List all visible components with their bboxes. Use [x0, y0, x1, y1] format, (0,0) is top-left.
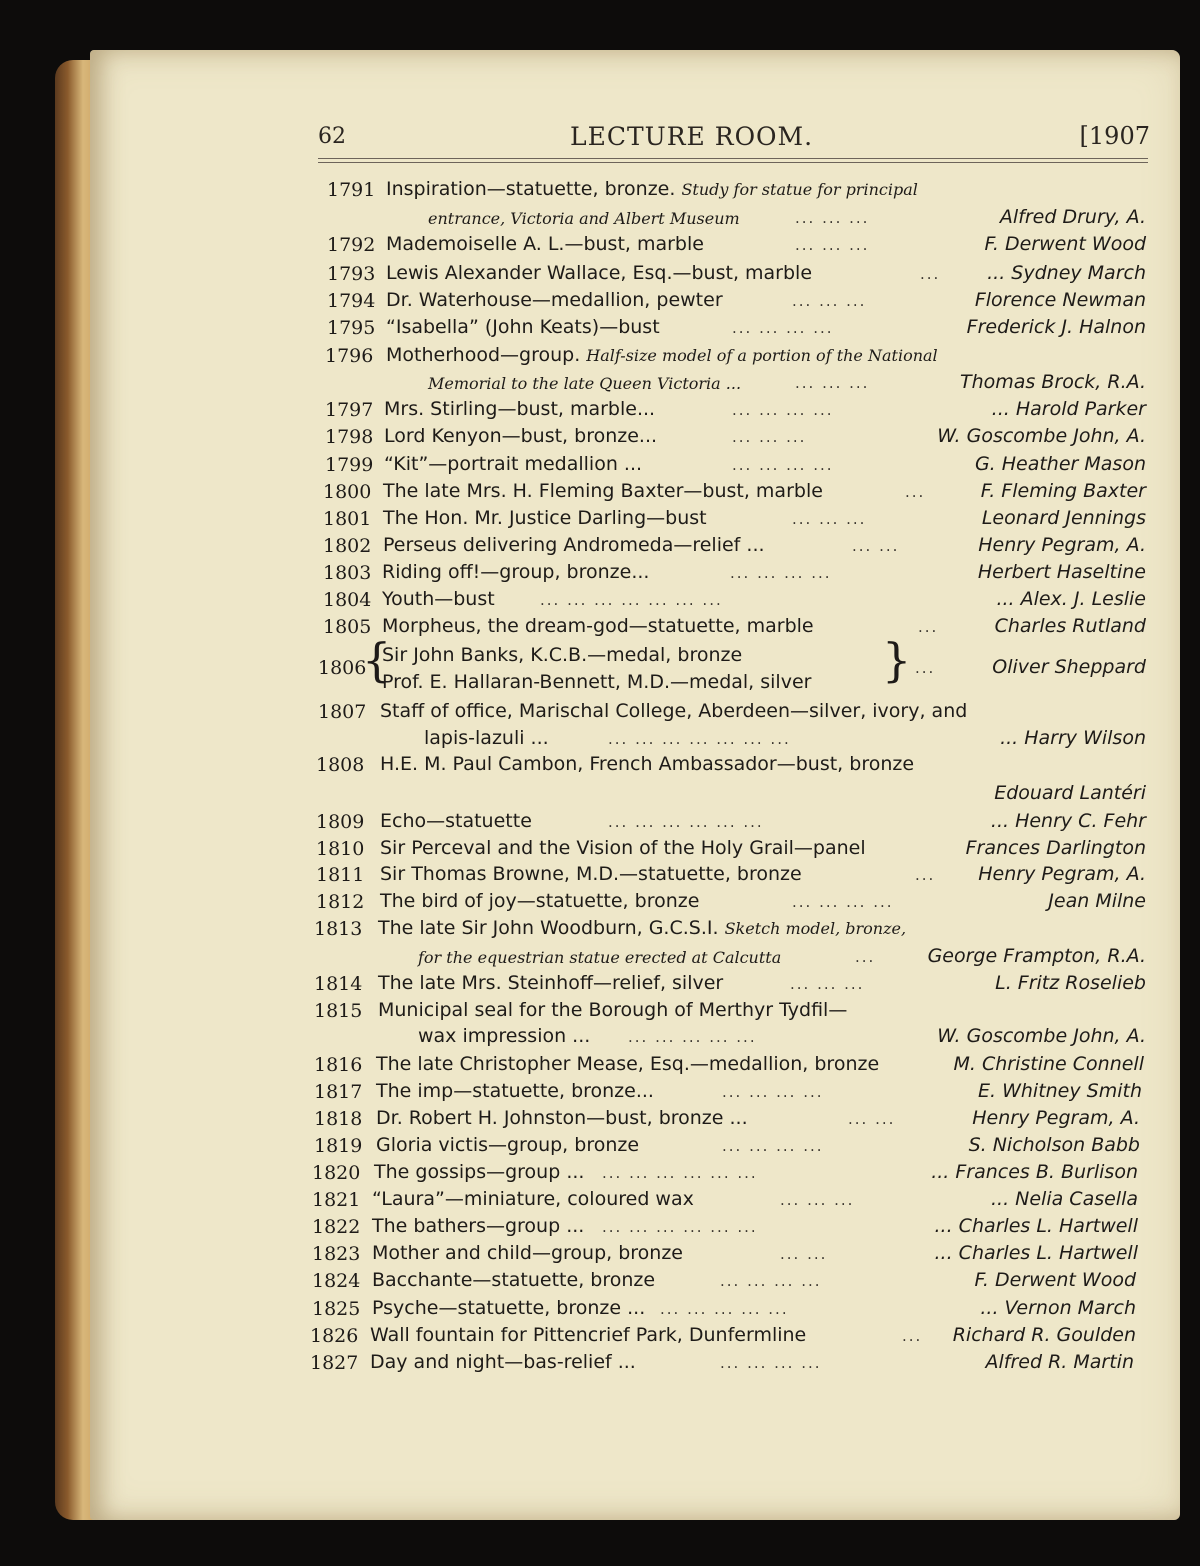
- entry-number: 1798: [325, 426, 374, 448]
- entry-artist: E. Whitney Smith: [978, 1080, 1142, 1102]
- entry-artist: Henry Pegram, A.: [972, 1107, 1140, 1129]
- entry-1796: [0, 343, 1200, 373]
- entry-description: Wall fountain for Pittencrief Park, Dunfermline: [370, 1324, 807, 1346]
- entry-description: Sir Thomas Browne, M.D.—statuette, bronze: [380, 863, 802, 885]
- entry-description: Inspiration—statuette, bronze.: [386, 178, 676, 200]
- entry-1813-cont: [0, 944, 1200, 974]
- entry-number: 1794: [327, 290, 376, 312]
- entry-1797: [0, 397, 1200, 427]
- leader-dots: ... ...: [848, 1110, 896, 1128]
- entry-1820: [0, 1160, 1200, 1190]
- entry-1801: [0, 506, 1200, 536]
- entry-artist: M. Christine Connell: [953, 1053, 1144, 1075]
- entry-1808: [0, 752, 1200, 782]
- entry-artist: W. Goscombe John, A.: [937, 425, 1146, 447]
- leader-dots: ... ...: [852, 537, 900, 555]
- entry-1796-cont: [0, 370, 1200, 400]
- entry-artist: ... Charles L. Hartwell: [934, 1215, 1138, 1237]
- leader-dots: ...: [902, 1327, 923, 1345]
- entry-artist: F. Derwent Wood: [984, 233, 1146, 255]
- entry-number: 1810: [316, 838, 365, 860]
- entry-1825: [0, 1296, 1200, 1326]
- entry-1818: [0, 1106, 1200, 1136]
- entry-artist: W. Goscombe John, A.: [937, 1025, 1146, 1047]
- entry-1816: [0, 1052, 1200, 1082]
- page-title: LECTURE ROOM.: [570, 122, 814, 151]
- entry-number: 1812: [316, 891, 365, 913]
- leader-dots: ... ... ... ...: [720, 1272, 822, 1290]
- entry-number: 1805: [323, 616, 372, 638]
- entry-artist: Edouard Lantéri: [994, 782, 1146, 804]
- leader-dots: ... ... ...: [795, 374, 870, 392]
- entry-1815-cont: [0, 1024, 1200, 1054]
- entry-title: [386, 178, 918, 200]
- leader-dots: ... ... ... ... ... ...: [608, 813, 764, 831]
- entry-description: Sir John Banks, K.C.B.—medal, bronze: [382, 644, 743, 666]
- leader-dots: ... ... ...: [780, 1191, 855, 1209]
- leader-dots: ...: [905, 483, 926, 501]
- page-year: [1907: [1079, 122, 1150, 150]
- entry-number: 1808: [316, 754, 365, 776]
- entry-description: “Isabella” (John Keats)—bust: [386, 316, 660, 338]
- entry-number: 1800: [323, 481, 372, 503]
- entry-artist: Oliver Sheppard: [992, 656, 1146, 678]
- brace-right: }: [882, 633, 912, 687]
- leader-dots: ...: [918, 618, 939, 636]
- entry-description: The bird of joy—statuette, bronze: [380, 890, 700, 912]
- entry-artist: ... Nelia Casella: [991, 1188, 1138, 1210]
- leader-dots: ...: [855, 948, 876, 966]
- leader-dots: ...: [915, 866, 936, 884]
- leader-dots: ... ... ... ...: [730, 564, 832, 582]
- entry-description: Mademoiselle A. L.—bust, marble: [386, 233, 704, 255]
- entry-1823: [0, 1241, 1200, 1271]
- entry-1802: [0, 533, 1200, 563]
- entry-description-2: Prof. E. Hallaran-Bennett, M.D.—medal, silver: [382, 671, 812, 693]
- entry-1817: [0, 1079, 1200, 1109]
- entry-continuation: Memorial to the late Queen Victoria ...: [428, 374, 742, 393]
- entry-number: 1797: [325, 399, 374, 421]
- entry-description: “Laura”—miniature, coloured wax: [372, 1188, 694, 1210]
- entry-description: Dr. Waterhouse—medallion, pewter: [386, 289, 723, 311]
- entry-description: The late Christopher Mease, Esq.—medallion, bronze: [376, 1053, 880, 1075]
- entry-1812: [0, 889, 1200, 919]
- entry-artist: ... Frances B. Burlison: [931, 1161, 1138, 1183]
- entry-number: 1826: [310, 1325, 359, 1347]
- entry-artist: Henry Pegram, A.: [978, 863, 1146, 885]
- entry-1803: [0, 560, 1200, 590]
- entry-1795: [0, 315, 1200, 345]
- entry-artist: ... Harry Wilson: [1000, 727, 1146, 749]
- entry-number: 1796: [325, 345, 374, 367]
- entry-1811: [0, 862, 1200, 892]
- entry-number: 1792: [327, 234, 376, 256]
- entry-artist: F. Derwent Wood: [974, 1269, 1136, 1291]
- leader-dots: ... ... ... ...: [792, 893, 894, 911]
- entry-description: Mother and child—group, bronze: [372, 1242, 683, 1264]
- entry-artist: Frances Darlington: [965, 837, 1146, 859]
- entry-artist: ... Sydney March: [987, 262, 1146, 284]
- entry-continuation: lapis-lazuli ...: [424, 727, 549, 749]
- entry-1826: [0, 1323, 1200, 1353]
- leader-dots: ... ... ... ...: [732, 456, 834, 474]
- entry-artist: F. Fleming Baxter: [980, 480, 1146, 502]
- entry-title: [386, 344, 938, 366]
- entry-description: Gloria victis—group, bronze: [376, 1134, 640, 1156]
- entry-1806-line2: [0, 670, 1200, 700]
- entry-number: 1816: [314, 1054, 363, 1076]
- entry-note: Study for statue for principal: [681, 180, 918, 199]
- entry-number: 1824: [312, 1270, 361, 1292]
- entry-note: Sketch model, bronze,: [724, 919, 907, 938]
- entry-number: 1827: [310, 1352, 359, 1374]
- entry-artist: Thomas Brock, R.A.: [960, 371, 1146, 393]
- entry-1824: [0, 1268, 1200, 1298]
- leader-dots: ... ... ... ...: [732, 319, 834, 337]
- entry-1822: [0, 1214, 1200, 1244]
- entry-description: Perseus delivering Andromeda—relief ...: [383, 534, 765, 556]
- leader-dots: ... ... ... ...: [720, 1354, 822, 1372]
- entry-1791-cont: [0, 205, 1200, 235]
- entry-description: The late Mrs. H. Fleming Baxter—bust, marble: [383, 480, 823, 502]
- entry-artist: George Frampton, R.A.: [927, 945, 1146, 967]
- entry-description: “Kit”—portrait medallion ...: [384, 453, 643, 475]
- entry-number: 1821: [312, 1189, 361, 1211]
- entry-1808-cont: [0, 781, 1200, 811]
- entry-number: 1820: [312, 1162, 361, 1184]
- entry-number: 1806: [318, 657, 367, 679]
- entry-description: Bacchante—statuette, bronze: [372, 1269, 656, 1291]
- entry-description: H.E. M. Paul Cambon, French Ambassador—bust, bronze: [380, 753, 915, 775]
- entry-number: 1819: [314, 1135, 363, 1157]
- entry-artist: Frederick J. Halnon: [966, 316, 1146, 338]
- entry-description: Lord Kenyon—bust, bronze...: [384, 425, 658, 447]
- leader-dots: ... ... ... ...: [732, 401, 834, 419]
- entry-1800: [0, 479, 1200, 509]
- entry-number: 1791: [327, 179, 376, 201]
- leader-dots: ... ... ... ... ... ...: [602, 1218, 758, 1236]
- entry-number: 1823: [312, 1243, 361, 1265]
- entry-description: Lewis Alexander Wallace, Esq.—bust, marble: [386, 262, 813, 284]
- entry-1798: [0, 424, 1200, 454]
- entry-artist: ... Harold Parker: [991, 398, 1146, 420]
- entry-description: The gossips—group ...: [374, 1161, 585, 1183]
- entry-description: Sir Perceval and the Vision of the Holy Grail—panel: [380, 837, 866, 859]
- entry-1805: [0, 614, 1200, 644]
- leader-dots: ... ... ...: [795, 209, 870, 227]
- leader-dots: ... ... ...: [792, 510, 867, 528]
- entry-number: 1825: [312, 1298, 361, 1320]
- entry-number: 1811: [316, 864, 365, 886]
- entry-description: Municipal seal for the Borough of Merthyr Tydfil—: [378, 999, 848, 1021]
- entry-description: Psyche—statuette, bronze ...: [372, 1297, 646, 1319]
- entry-artist: Jean Milne: [1048, 890, 1146, 912]
- leader-dots: ... ... ... ... ...: [628, 1028, 757, 1046]
- entry-artist: Alfred Drury, A.: [999, 206, 1146, 228]
- entry-number: 1822: [312, 1216, 361, 1238]
- leader-dots: ... ... ...: [792, 292, 867, 310]
- entry-description: The late Sir John Woodburn, G.C.S.I.: [378, 917, 719, 939]
- entry-number: 1793: [327, 263, 376, 285]
- page-number: 62: [318, 124, 346, 149]
- entry-description: Morpheus, the dream-god—statuette, marble: [382, 615, 814, 637]
- entry-description: Riding off!—group, bronze...: [382, 561, 650, 583]
- entry-artist: Florence Newman: [974, 289, 1146, 311]
- entry-artist: Alfred R. Martin: [985, 1351, 1134, 1373]
- entry-description: Staff of office, Marischal College, Aberdeen—silver, ivory, and: [380, 700, 968, 722]
- entry-1807: [0, 699, 1200, 729]
- leader-dots: ... ... ... ... ...: [660, 1300, 789, 1318]
- leader-dots: ... ... ... ...: [722, 1137, 824, 1155]
- entry-1827: [0, 1350, 1200, 1380]
- entry-artist: G. Heather Mason: [974, 453, 1146, 475]
- entry-1813: [0, 916, 1200, 946]
- leader-dots: ... ... ...: [795, 236, 870, 254]
- entry-1804: [0, 587, 1200, 617]
- entry-description: Dr. Robert H. Johnston—bust, bronze ...: [376, 1107, 748, 1129]
- entry-1792: [0, 232, 1200, 262]
- leader-dots: ... ...: [780, 1245, 828, 1263]
- entry-number: 1807: [318, 701, 367, 723]
- entry-1793: [0, 261, 1200, 291]
- entry-description: The bathers—group ...: [372, 1215, 585, 1237]
- entry-artist: ... Charles L. Hartwell: [934, 1242, 1138, 1264]
- entry-number: 1801: [323, 508, 372, 530]
- entry-1794: [0, 288, 1200, 318]
- entry-number: 1817: [314, 1081, 363, 1103]
- entry-description: Mrs. Stirling—bust, marble...: [384, 398, 656, 420]
- entry-artist: Richard R. Goulden: [952, 1324, 1136, 1346]
- entry-description: Youth—bust: [382, 588, 495, 610]
- leader-dots: ... ... ...: [790, 975, 865, 993]
- leader-dots: ... ... ...: [732, 428, 807, 446]
- entry-artist: Henry Pegram, A.: [978, 534, 1146, 556]
- entry-description: The late Mrs. Steinhoff—relief, silver: [378, 972, 724, 994]
- leader-dots: ...: [915, 659, 936, 677]
- entry-description: The imp—statuette, bronze...: [376, 1080, 654, 1102]
- entry-description: The Hon. Mr. Justice Darling—bust: [383, 507, 707, 529]
- entry-number: 1813: [314, 918, 363, 940]
- entry-number: 1804: [323, 589, 372, 611]
- entry-artist: ... Henry C. Fehr: [990, 810, 1146, 832]
- entry-1791: [0, 177, 1200, 207]
- entry-description: Echo—statuette: [380, 810, 532, 832]
- entry-description: Motherhood—group.: [386, 344, 581, 366]
- entry-artist: Charles Rutland: [994, 615, 1146, 637]
- entry-1819: [0, 1133, 1200, 1163]
- entry-title: [378, 917, 906, 939]
- entry-number: 1803: [323, 562, 372, 584]
- entry-number: 1818: [314, 1108, 363, 1130]
- entry-continuation: for the equestrian statue erected at Calcutta: [418, 948, 782, 967]
- entry-1821: [0, 1187, 1200, 1217]
- entry-continuation: wax impression ...: [418, 1025, 591, 1047]
- entry-description: Day and night—bas-relief ...: [370, 1351, 636, 1373]
- entry-1799: [0, 452, 1200, 482]
- entry-number: 1795: [327, 317, 376, 339]
- entry-number: 1799: [325, 454, 374, 476]
- entry-artist: ... Alex. J. Leslie: [996, 588, 1146, 610]
- entry-artist: ... Vernon March: [980, 1297, 1136, 1319]
- entry-number: 1809: [316, 811, 365, 833]
- entry-artist: S. Nicholson Babb: [968, 1134, 1140, 1156]
- entry-artist: L. Fritz Roselieb: [995, 972, 1146, 994]
- entry-note: Half-size model of a portion of the National: [586, 346, 938, 365]
- entry-1814: [0, 971, 1200, 1001]
- entry-continuation: entrance, Victoria and Albert Museum: [428, 209, 740, 228]
- leader-dots: ... ... ... ... ... ... ...: [608, 730, 791, 748]
- entry-number: 1802: [323, 535, 372, 557]
- brace-left: {: [362, 633, 392, 687]
- entry-number: 1815: [314, 1000, 363, 1022]
- leader-dots: ... ... ... ... ... ...: [602, 1164, 758, 1182]
- entry-1809: [0, 809, 1200, 839]
- entry-artist: Leonard Jennings: [981, 507, 1146, 529]
- entry-number: 1814: [314, 973, 363, 995]
- entry-artist: Herbert Haseltine: [977, 561, 1146, 583]
- leader-dots: ... ... ... ...: [722, 1083, 824, 1101]
- leader-dots: ... ... ... ... ... ... ...: [540, 591, 723, 609]
- leader-dots: ...: [920, 265, 941, 283]
